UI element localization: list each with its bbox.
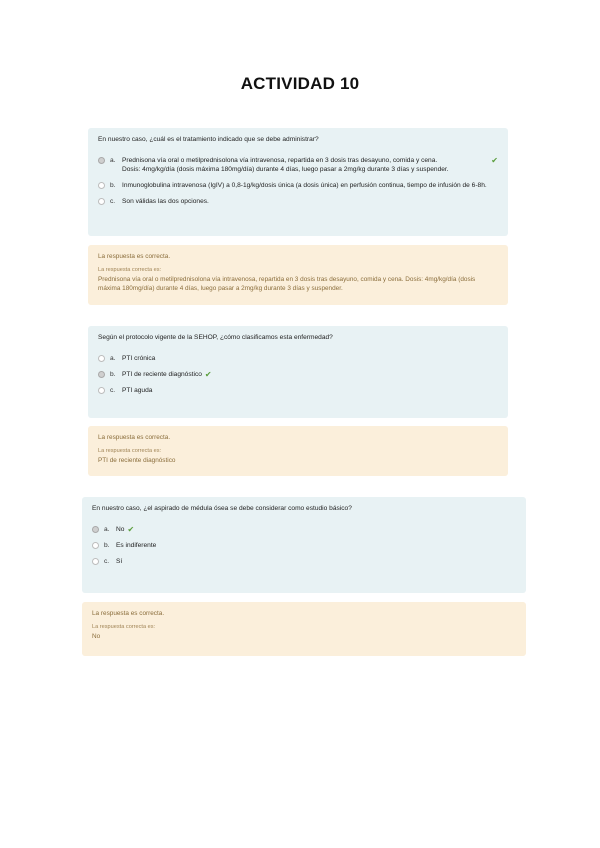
answer-option-c[interactable]	[98, 197, 498, 206]
correct-answer-text: Prednisona vía oral o metilprednisolona vía intravenosa, repartida en 3 dosis tras desayuno, comida y cena. Dosis: 4mg/kg/día (dosis máxima 180mg/día) durante 4 días, luego pasar a 2mg/kg durante 3 días y suspender.	[98, 276, 476, 292]
feedback-status: La respuesta es correcta.	[98, 253, 171, 260]
option-letter: a.	[110, 157, 116, 164]
radio-button[interactable]	[92, 558, 99, 565]
check-icon: ✔	[204, 370, 212, 379]
option-label: Es indiferente	[116, 542, 157, 549]
check-icon: ✔	[127, 525, 135, 534]
radio-button[interactable]	[92, 542, 99, 549]
correct-answer-text: No	[92, 633, 101, 640]
answer-option-c[interactable]	[92, 557, 516, 566]
answer-option-a[interactable]	[92, 525, 516, 534]
answer-option-a[interactable]	[98, 156, 498, 174]
page-title: ACTIVIDAD 10	[240, 74, 360, 93]
option-letter: b.	[110, 371, 116, 378]
option-label: PTI de reciente diagnóstico	[122, 371, 202, 378]
option-letter: c.	[104, 558, 110, 565]
feedback-status: La respuesta es correcta.	[92, 610, 165, 617]
radio-button[interactable]	[92, 526, 99, 533]
option-letter: a.	[104, 526, 110, 533]
radio-button[interactable]	[98, 157, 105, 164]
correct-answer-text: PTI de reciente diagnóstico	[98, 457, 176, 464]
radio-button[interactable]	[98, 387, 105, 394]
radio-button[interactable]	[98, 182, 105, 189]
correct-answer-label: La respuesta correcta es:	[98, 267, 162, 273]
question-text: En nuestro caso, ¿el aspirado de médula ósea se debe considerar como estudio básico?	[92, 505, 352, 512]
radio-button[interactable]	[98, 371, 105, 378]
question-card-3	[82, 497, 526, 593]
option-label: PTI crónica	[122, 355, 156, 362]
option-label: PTI aguda	[122, 387, 153, 394]
option-label: No	[116, 526, 125, 533]
option-label: Sí	[116, 558, 123, 565]
answer-option-c[interactable]	[98, 386, 498, 395]
feedback-status: La respuesta es correcta.	[98, 434, 171, 441]
feedback-card-2	[88, 426, 508, 476]
option-letter: b.	[110, 182, 116, 189]
feedback-card-1	[88, 245, 508, 305]
check-icon: ✔	[491, 156, 498, 165]
option-label: Son válidas las dos opciones.	[122, 198, 209, 205]
correct-answer-label: La respuesta correcta es:	[92, 624, 156, 630]
answer-option-b[interactable]	[98, 370, 498, 379]
option-label: Inmunoglobulina intravenosa (IgIV) a 0,8-1g/kg/dosis única (a dosis única) en perfusión continua, tiempo de infusión de 6-8h.	[122, 182, 487, 189]
option-letter: a.	[110, 355, 116, 362]
question-text: En nuestro caso, ¿cuál es el tratamiento indicado que se debe administrar?	[98, 136, 319, 143]
radio-button[interactable]	[98, 355, 105, 362]
option-letter: c.	[110, 198, 116, 205]
question-text: Según el protocolo vigente de la SEHOP, ¿cómo clasificamos esta enfermedad?	[98, 334, 333, 341]
radio-button[interactable]	[98, 198, 105, 205]
option-letter: c.	[110, 387, 116, 394]
correct-answer-label: La respuesta correcta es:	[98, 448, 162, 454]
option-letter: b.	[104, 542, 110, 549]
feedback-card-3	[82, 602, 526, 656]
question-card-1	[88, 128, 508, 236]
option-label: Prednisona vía oral o metilprednisolona vía intravenosa, repartida en 3 dosis tras desayuno, comida y cena. Dosis: 4mg/kg/día (dosis máxima 180mg/día) durante 4 días, luego pasar a 2mg/kg durante 3 días y suspender.	[122, 157, 449, 173]
answer-option-a[interactable]	[98, 354, 498, 363]
answer-option-b[interactable]	[98, 181, 498, 190]
question-card-2	[88, 326, 508, 418]
answer-option-b[interactable]	[92, 541, 516, 550]
